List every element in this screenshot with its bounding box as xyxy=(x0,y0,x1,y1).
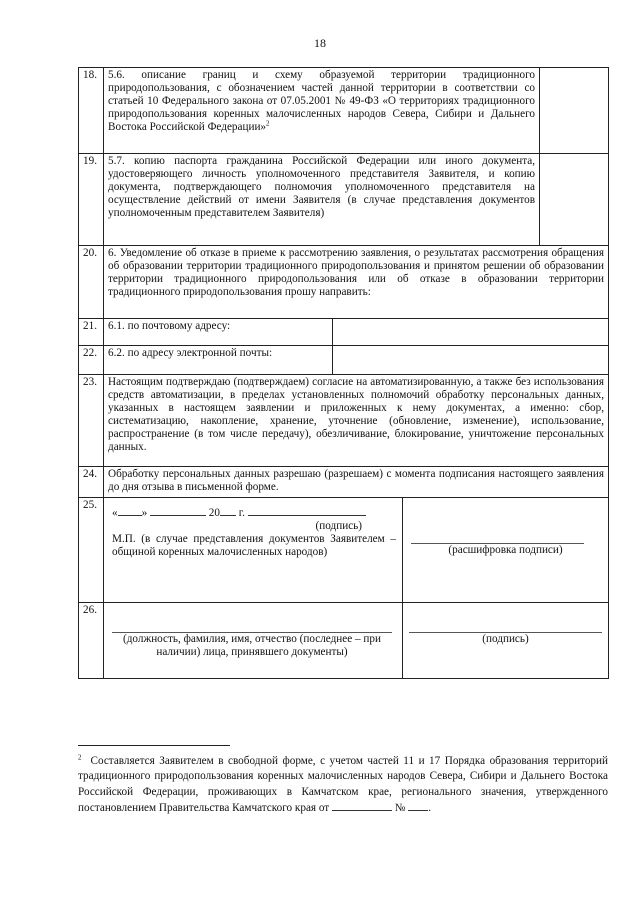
table-row-23 xyxy=(79,375,609,467)
signature-caption: (подпись) xyxy=(315,520,362,533)
table-row-26 xyxy=(79,603,609,679)
footnote-mark: 2 xyxy=(78,753,82,762)
signature-date-cell xyxy=(104,498,403,603)
table-row-25 xyxy=(79,498,609,603)
acceptor-signature-caption: (подпись) xyxy=(482,633,529,645)
table-row-18 xyxy=(79,68,609,154)
row-number: 25. xyxy=(79,498,104,603)
footnote-separator xyxy=(78,745,230,746)
date-line xyxy=(112,505,396,520)
footnote-text: Составляется Заявителем в свободной форме, с учетом частей 11 и 17 Порядка образования территорий традиционного природопользования коренных малочисленных народов Севера, Сибири и Дальнего Востока Российской Федерации, проживающих в Камчатском крае, регионального значения, утвержденного постановлением Правительства Камчатского края от xyxy=(78,755,609,815)
row-text: 5.7. копию паспорта гражданина Российской Федерации или иного документа, удостоверяющего личность уполномоченного представителя Заявителя, и копию документа, подтверждающего полномочия уполномоченного представителя на осуществление действий от имени Заявителя (в случае представления документов уполномоченным представителем Заявителя) xyxy=(104,154,540,246)
date-quote-open: « xyxy=(112,507,118,519)
acceptor-position-field[interactable] xyxy=(112,618,392,633)
row-text: Настоящим подтверждаю (подтверждаем) согласие на автоматизированную, а также без использования средств автоматизации, в пределах установленных полномочий обработку персональных данных, указанных в настоящем заявлении и приложенных к нему документах, а именно: сбор, систематизацию, накопление, хранение, уточнение (обновление, изменение), использование, распространение (в том числе передачу), обезличивание, блокирование, уничтожение персональных данных. xyxy=(104,375,609,467)
row-number: 23. xyxy=(79,375,104,467)
decree-number-field[interactable] xyxy=(408,800,428,811)
row-text: 6. Уведомление об отказе в приеме к рассмотрению заявления, о результатах рассмотрения обращения об образовании территории традиционного природопользования и принятом решении об образовании территории традиционного природопользования или об отказе в образовании территории традиционного природопользования прошу направить: xyxy=(104,246,609,319)
footnote-ref: 2 xyxy=(266,119,270,128)
page-number: 18 xyxy=(314,36,326,50)
table-row-24 xyxy=(79,467,609,498)
row-text-content: 5.6. описание границ и схему образуемой территории традиционного природопользования, с обозначением частей данной территории в соответствии со статьей 10 Федерального закона от 07.05.2001 № 49-ФЗ «О территориях традиционного природопользования коренных малочисленных народов Севера, Сибири и Дальнего Востока Российской Федерации» xyxy=(108,69,536,134)
signature-field[interactable] xyxy=(248,505,366,516)
application-form-table xyxy=(78,67,609,679)
postal-address-field[interactable] xyxy=(333,319,609,346)
row-number: 26. xyxy=(79,603,104,679)
acceptor-signature-field[interactable] xyxy=(409,618,602,633)
day-field[interactable] xyxy=(118,505,142,516)
table-row-19 xyxy=(79,154,609,246)
row-text: 6.1. по почтовому адресу: xyxy=(104,319,333,346)
table-row-22 xyxy=(79,346,609,375)
decree-date-field[interactable] xyxy=(332,800,392,811)
footnote xyxy=(78,754,608,817)
stamp-note: М.П. (в случае представления документов Заявителем – общиной коренных малочисленных народов) xyxy=(112,533,396,559)
email-address-field[interactable] xyxy=(333,346,609,375)
row-number: 24. xyxy=(79,467,104,498)
number-sign: № xyxy=(394,802,406,815)
footnote-end: . xyxy=(428,802,432,815)
decoding-caption: (расшифровка подписи) xyxy=(448,544,563,556)
row-number: 22. xyxy=(79,346,104,375)
decoding-field[interactable] xyxy=(411,529,584,544)
row-text: Обработку персональных данных разрешаю (разрешаем) с момента подписания настоящего заявления до дня отзыва в письменной форме. xyxy=(104,467,609,498)
row-text: 6.2. по адресу электронной почты: xyxy=(104,346,333,375)
row-number: 20. xyxy=(79,246,104,319)
acceptor-cell xyxy=(104,603,403,679)
acceptor-caption: (должность, фамилия, имя, отчество (последнее – при наличии) лица, принявшего документы) xyxy=(123,633,381,659)
year-field[interactable] xyxy=(220,505,236,516)
decoding-cell xyxy=(403,498,609,603)
checkbox-cell[interactable] xyxy=(540,68,609,154)
date-quote-close: » xyxy=(141,507,148,519)
year-prefix: 20 xyxy=(208,507,220,519)
row-number: 18. xyxy=(79,68,104,154)
month-field[interactable] xyxy=(150,505,206,516)
year-suffix: г. xyxy=(238,507,245,519)
table-row-20 xyxy=(79,246,609,319)
acceptor-signature-cell xyxy=(403,603,609,679)
table-row-21 xyxy=(79,319,609,346)
checkbox-cell[interactable] xyxy=(540,154,609,246)
row-number: 19. xyxy=(79,154,104,246)
row-number: 21. xyxy=(79,319,104,346)
row-text xyxy=(104,68,540,154)
